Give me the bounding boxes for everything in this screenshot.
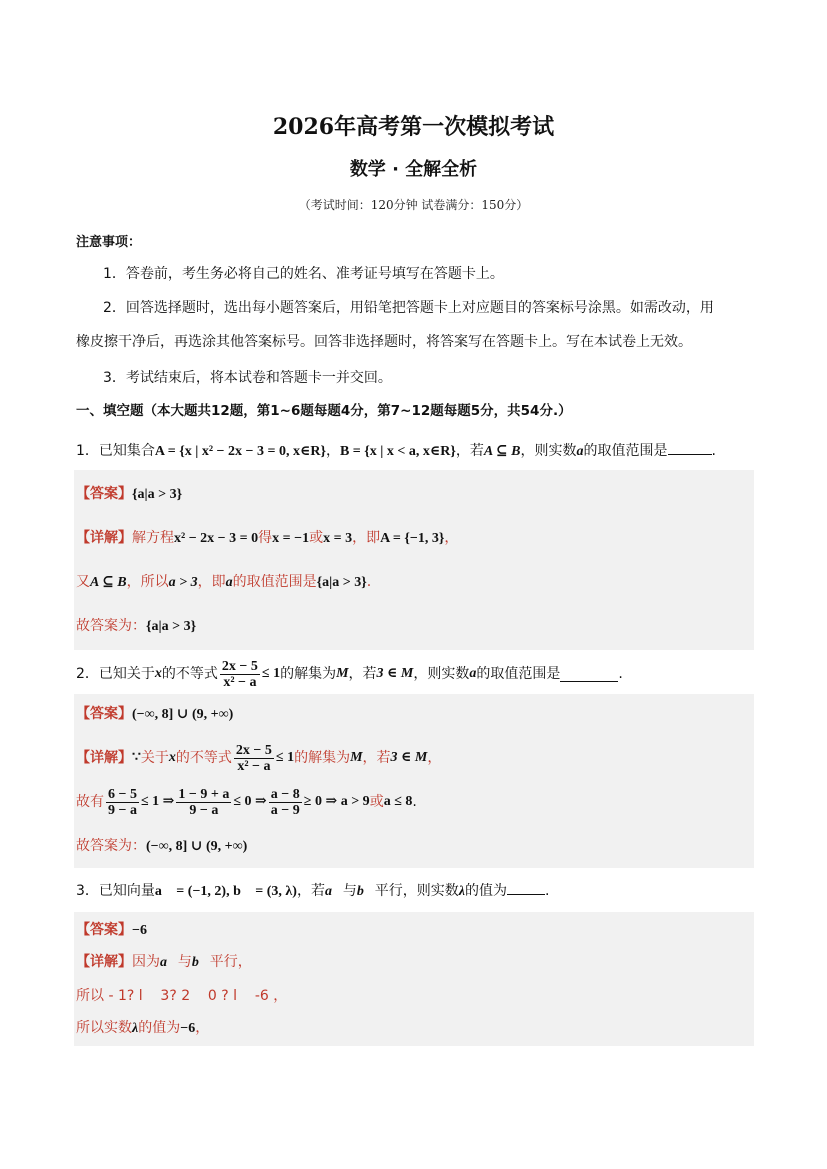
q3-d3-value: −6 <box>180 1021 196 1036</box>
q2-text-3: ，若 <box>348 666 377 682</box>
q3-vectors: a⃗ = (−1, 2), b⃗ = (3, λ) <box>154 884 297 899</box>
q1-d1-text-a: 解方程 <box>132 530 174 546</box>
q1-tail: ，则实数 <box>520 443 577 459</box>
q1-d2-text-a: 又 <box>76 574 90 590</box>
q2-end: . <box>618 666 623 682</box>
q3-d3-text-a: 所以实数 <box>76 1020 132 1036</box>
q2-step-1: ≤ 1 ⇒ <box>140 794 175 809</box>
q2-d1-fraction-denominator: x² − a <box>237 758 271 774</box>
question-1: 1．已知集合A = {x | x² − 2x − 3 = 0, x∈R}，B = {x | x < a, x∈R}，若A ⊆ B，则实数a的取值范围是 . <box>76 440 716 462</box>
q1-subset: A ⊆ B <box>483 444 521 459</box>
question-3 <box>76 880 549 902</box>
q2-f1-denominator: 9 − a <box>108 802 137 818</box>
q2-final-answer: (−∞, 8] ∪ (9, +∞) <box>146 839 248 854</box>
notice-heading: 注意事项： <box>76 235 142 250</box>
q3-detail-line-1 <box>76 952 252 973</box>
q2-d2-or: 或 <box>369 794 384 810</box>
q2-fraction-denominator: x² − a <box>223 674 257 690</box>
notice-item-1: 1．答卷前，考生务必将自己的姓名、准考证号填写在答题卡上。 <box>103 266 504 282</box>
q1-d2-end: . <box>366 574 372 590</box>
q1-d1-or: 或 <box>309 530 324 546</box>
q2-d1-fraction-numerator: 2x − 5 <box>235 742 272 758</box>
q1-d2-inequality: a > 3 <box>168 575 198 590</box>
q1-d1-root-1: x = −1 <box>272 531 310 546</box>
q3-answer-line <box>76 920 147 941</box>
q1-d2-subset: A ⊆ B <box>90 575 127 590</box>
q2-d2-fraction-3 <box>269 787 302 818</box>
q2-d1-var-x: x <box>168 750 176 765</box>
q1-set-a: A = {x | x² − 2x − 3 = 0, x∈R} <box>154 444 326 459</box>
notice-item-2-line-1: 2．回答选择题时，选出每小题答案后，用铅笔把答题卡上对应题目的答案标号涂黑。如需改动，用 <box>103 300 714 316</box>
q2-fraction-numerator: 2x − 5 <box>221 658 258 674</box>
q3-intro: 3．已知向量 <box>76 883 155 899</box>
q2-detail-label: 【详解】 <box>76 750 132 766</box>
q2-answer-blank <box>560 667 618 682</box>
q2-d2-end: . <box>412 794 417 810</box>
q1-solution-box <box>74 470 754 650</box>
q3-d1-vec-b: b⃗ <box>191 955 210 970</box>
page-title: 2026年高考第一次模拟考试 <box>272 114 555 140</box>
q3-vec-b: b⃗ <box>356 884 375 899</box>
q3-lambda: λ <box>458 884 465 899</box>
q3-answer-label: 【答案】 <box>76 922 132 938</box>
q3-text-2: 与 <box>342 883 357 899</box>
q2-detail-line-2 <box>76 784 417 820</box>
q1-d1-root-2: x = 3 <box>323 531 353 546</box>
q2-detail-line-1 <box>76 740 441 776</box>
q2-step-3: ≥ 0 ⇒ a > 9 <box>303 794 370 809</box>
q1-final-label: 故答案为： <box>76 618 146 634</box>
q2-d2-fraction-2 <box>176 787 231 818</box>
q2-d1-text-b: 的不等式 <box>175 750 232 766</box>
q1-d2-text-c: ，即 <box>197 574 226 590</box>
q1-answer-blank <box>668 440 712 455</box>
q1-var: a <box>576 444 584 459</box>
q2-d2-text-a: 故有 <box>76 794 104 810</box>
q1-d1-end: ， <box>444 530 459 546</box>
q2-text-5: 的取值范围是 <box>476 666 561 682</box>
q2-set-m: M <box>336 666 349 681</box>
q2-intro: 2．已知关于 <box>76 666 155 682</box>
q1-final-answer: {a|a > 3} <box>146 619 197 634</box>
q3-d3-end: ， <box>195 1020 210 1036</box>
q2-answer: (−∞, 8] ∪ (9, +∞) <box>132 707 234 722</box>
notice-item-2-line-2: 橡皮擦干净后，再选涂其他答案标号。回答非选择题时，将答案写在答题卡上。写在本试卷上无效。 <box>76 334 692 350</box>
q3-detail-label: 【详解】 <box>76 954 132 970</box>
q1-d1-text-c: ，即 <box>352 530 381 546</box>
q3-d1-text-a: 因为 <box>132 954 160 970</box>
q2-f3-numerator: a − 8 <box>270 786 300 802</box>
q2-d1-condition: 3 ∈ M <box>390 750 428 765</box>
q1-set-b: B = {x | x < a, x∈R} <box>339 444 456 459</box>
q3-answer: −6 <box>132 923 147 938</box>
q2-var-x: x <box>154 666 162 681</box>
q2-f3-denominator: a − 9 <box>270 802 300 818</box>
q3-answer-blank <box>507 880 545 895</box>
q2-d2-fraction-1 <box>106 787 139 818</box>
q2-text-1: 的不等式 <box>161 666 218 682</box>
q2-var-a: a <box>469 666 477 681</box>
q3-text-3: 平行，则实数 <box>374 883 459 899</box>
q3-d3-lambda: λ <box>132 1021 139 1036</box>
q2-answer-label: 【答案】 <box>76 706 132 722</box>
q3-text-1: ，若 <box>296 883 325 899</box>
q1-d1-set: A = {−1, 3} <box>380 531 445 546</box>
q2-final-label: 故答案为： <box>76 838 146 854</box>
q2-text-4: ，则实数 <box>413 666 470 682</box>
q1-d2-text-b: ，所以 <box>126 574 169 590</box>
section-heading: 一、填空题（本大题共12题，第1~6题每题4分，第7~12题每题5分，共54分.） <box>76 403 572 419</box>
q2-step-4: a ≤ 8 <box>383 794 413 809</box>
q3-d1-text-c: 平行， <box>209 954 252 970</box>
q2-answer-line <box>76 704 233 725</box>
q2-f2-numerator: 1 − 9 + a <box>178 786 230 802</box>
q2-f1-numerator: 6 − 5 <box>108 786 137 802</box>
q2-d1-text-a: 关于 <box>140 750 169 766</box>
q2-d1-fraction <box>234 743 274 774</box>
q1-tail2: 的取值范围是 <box>583 443 668 459</box>
q1-cond-text: ，若 <box>455 443 484 459</box>
q1-detail-line-1 <box>76 528 458 549</box>
q2-d1-text-d: ，若 <box>362 750 391 766</box>
q2-fraction <box>220 659 260 690</box>
q2-final-line <box>76 836 247 857</box>
q2-d1-set-m: M <box>350 750 363 765</box>
q2-text-2: 的解集为 <box>280 666 337 682</box>
q3-solution-box <box>74 912 754 1046</box>
exam-info: （考试时间：120分钟 试卷满分：150分） <box>298 198 529 212</box>
q2-d1-text-c: 的解集为 <box>294 750 351 766</box>
q1-answer-line <box>76 484 182 505</box>
q2-solution-box <box>74 694 754 868</box>
q3-detail-line-2: 所以 - 1? l 3? 2 0 ? l -6 ， <box>76 988 288 1004</box>
page-subtitle: 数学 · 全解全析 <box>349 159 478 180</box>
q2-d1-end: ， <box>427 750 442 766</box>
q3-detail-line-3 <box>76 1018 209 1039</box>
q1-d2-text-d: 的取值范围是 <box>232 574 317 590</box>
q1-answer: {a|a > 3} <box>132 487 183 502</box>
q1-sep: ， <box>325 443 340 459</box>
q2-condition: 3 ∈ M <box>376 666 414 681</box>
q3-d3-text-b: 的值为 <box>138 1020 181 1036</box>
q1-d1-equation: x² − 2x − 3 = 0 <box>174 531 259 546</box>
question-2 <box>76 656 623 692</box>
q1-final-line <box>76 616 196 637</box>
q2-because-symbol: ∵ <box>132 750 141 765</box>
q1-d1-text-b: 得 <box>258 530 273 546</box>
q2-d1-le: ≤ 1 <box>275 750 295 765</box>
q2-f2-denominator: 9 − a <box>189 802 219 818</box>
q1-d2-set: {a|a > 3} <box>316 575 367 590</box>
q3-vec-a: a⃗ <box>324 884 343 899</box>
q1-detail-label: 【详解】 <box>76 530 132 546</box>
q2-step-2: ≤ 0 ⇒ <box>233 794 267 809</box>
q1-d2-var: a <box>225 575 233 590</box>
notice-item-3: 3．考试结束后，将本试卷和答题卡一并交回。 <box>103 370 392 386</box>
q1-detail-line-2 <box>76 572 371 593</box>
q3-end: . <box>544 883 550 899</box>
q1-intro: 1．已知集合 <box>76 443 155 459</box>
q2-le-1: ≤ 1 <box>261 666 281 681</box>
q3-d1-text-b: 与 <box>177 954 192 970</box>
q1-answer-label: 【答案】 <box>76 486 132 502</box>
q3-text-4: 的值为 <box>464 883 507 899</box>
q3-d1-vec-a: a⃗ <box>160 955 178 970</box>
